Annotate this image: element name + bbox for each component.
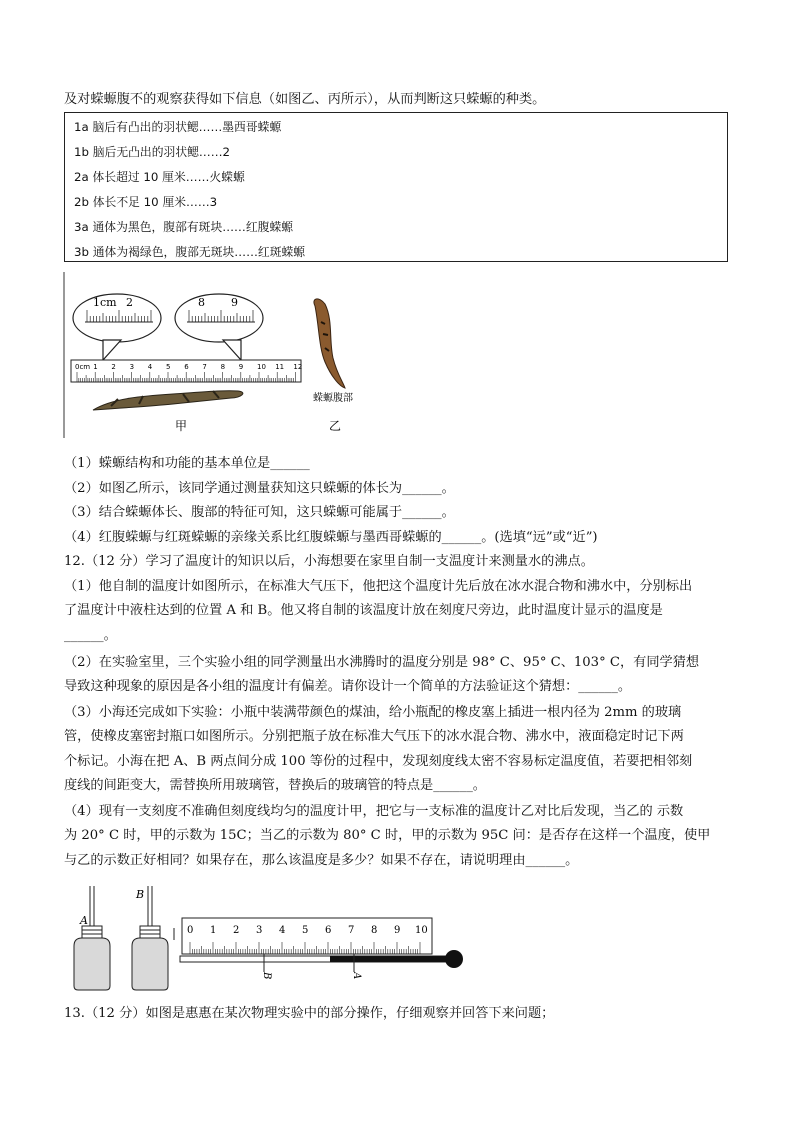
q13-stem: 13.（12 分）如图是惠惠在某次物理实验中的部分操作，仔细观察并回答下来问题；	[64, 1006, 555, 1021]
q12-p3-line3: 个标记。小海在把 A、B 两点间分成 100 等份的过程中，发现刻度线太密不容易标定温度值，若要把相邻刻	[64, 754, 693, 769]
magnifier-right-label-1: 8	[198, 296, 205, 309]
salamander-measurement-figure	[63, 270, 363, 440]
ruler-label: 12	[293, 363, 303, 371]
q12-p1-line3: ______。	[64, 628, 117, 643]
bottle-b	[132, 938, 168, 990]
therm-mark-a: A	[351, 972, 362, 980]
ruler-label: 10	[257, 363, 266, 371]
key-item-1a: 1a 脑后有凸出的羽状鳃……墨西哥蝾螈	[74, 120, 282, 134]
thermometer-figure	[64, 884, 474, 996]
ruler-label: 2	[111, 363, 116, 371]
caption-yi: 乙	[329, 419, 342, 433]
ruler-label: 9	[238, 363, 244, 371]
q12-p4-line2: 为 20° C 时，甲的示数为 15C；当乙的示数为 80° C 时，甲的示数为 95C 问：是否存在这样一个温度，使甲	[64, 828, 711, 843]
thermometer-ruler-label: 4	[279, 925, 286, 936]
bottle-b-label: B	[136, 888, 145, 901]
thermometer-ruler-label: 7	[348, 925, 355, 936]
q12-p1-line2: 了温度计中液柱达到的位置 A 和 B。他又将自制的该温度计放在刻度尺旁边，此时温度计显示的温度是	[64, 603, 663, 618]
salamander-belly-icon	[314, 299, 345, 388]
q11-part3: （3）结合蝾螈体长、腹部的特征可知，这只蝾螈可能属于______。	[64, 505, 455, 520]
q12-p3-line4: 度线的间距变大，需替换所用玻璃管，替换后的玻璃管的特点是______。	[64, 778, 486, 793]
key-item-2b: 2b 体长不足 10 厘米……3	[74, 195, 218, 209]
thermometer-ruler-label: 0	[187, 925, 194, 936]
q12-p3-line2: 管，使橡皮塞密封瓶口如图所示。分别把瓶子放在标准大气压下的冰水混合物、沸水中，液面稳定时记下两	[64, 729, 684, 744]
ruler-label: 1	[93, 363, 98, 371]
ruler-label: 8	[220, 363, 226, 371]
thermometer-ruler-label: 8	[371, 925, 378, 936]
ruler-label: 6	[184, 363, 189, 371]
key-item-2a: 2a 体长超过 10 厘米……火蝾螈	[74, 170, 245, 184]
thermometer-ruler-label: 1	[210, 925, 217, 936]
key-item-3a: 3a 通体为黑色，腹部有斑块……红腹蝾螈	[74, 220, 294, 234]
ruler-label: 5	[166, 363, 171, 371]
q12-p4-line3: 与乙的示数正好相同？如果存在，那么该温度是多少？如果不存在，请说明理由______。	[64, 853, 579, 868]
q11-part4: （4）红腹蝾螈与红斑蝾螈的亲缘关系比红腹蝾螈与墨西哥蝾螈的______。(选填“远”或“近”)	[64, 530, 598, 545]
q12-p1-line1: （1）他自制的温度计如图所示，在标准大气压下，他把这个温度计先后放在冰水混合物和沸水中，分别标出	[64, 579, 693, 594]
q12-stem: 12.（12 分）学习了温度计的知识以后，小海想要在家里自制一支温度计来测量水的沸点。	[64, 554, 594, 569]
bottle-a-label: A	[80, 914, 88, 927]
magnifier-left-label-2: 2	[126, 296, 133, 309]
key-item-1b: 1b 脑后无凸出的羽状鳃……2	[74, 145, 231, 159]
magnifier-left-label-1: 1cm	[93, 296, 117, 309]
intro-text: 及对蝾螈腹不的观察获得如下信息（如图乙、丙所示），从而判断这只蝾螈的种类。	[64, 92, 546, 107]
thermometer-bulb	[445, 950, 463, 968]
belly-label: 蝾螈腹部	[313, 393, 353, 404]
ruler-label: 4	[147, 363, 153, 371]
q11-part2: （2）如图乙所示，该同学通过测量获知这只蝾螈的体长为______。	[64, 481, 455, 496]
thermometer-ruler-label: 10	[415, 925, 428, 936]
q12-p2-line1: （2）在实验室里，三个实验小组的同学测量出水沸腾时的温度分别是 98° C、95° C、103° C，有同学猜想	[64, 655, 700, 670]
ruler-label: 11	[275, 363, 285, 371]
q12-p2-line2: 导致这种现象的原因是各小组的温度计有偏差。请你设计一个简单的方法验证这个猜想：______。	[64, 679, 632, 694]
caption-jia: 甲	[175, 419, 188, 433]
magnifier-right-label-2: 9	[231, 296, 238, 309]
ruler-label: 3	[129, 363, 135, 371]
thermometer-ruler-label: 2	[233, 925, 240, 936]
ruler-label: 7	[202, 363, 207, 371]
thermometer-ruler	[182, 918, 432, 954]
thermometer-ruler-label: 6	[325, 925, 332, 936]
thermometer-ruler-label: 9	[394, 925, 401, 936]
key-item-3b: 3b 通体为褐绿色，腹部无斑块……红斑蝾螈	[74, 245, 306, 259]
ruler-label: 0cm	[75, 363, 91, 371]
thermometer-ruler-label: 5	[302, 925, 309, 936]
therm-mark-b: B	[261, 972, 272, 980]
bottle-a	[74, 938, 110, 990]
q12-p3-line1: （3）小海还完成如下实验：小瓶中装满带颜色的煤油，给小瓶配的橡皮塞上插进一根内径为 2mm 的玻璃	[64, 705, 682, 720]
q12-p4-line1: （4）现有一支刻度不准确但刻度线均匀的温度计甲，把它与一支标准的温度计乙对比后发现，当乙的 示数	[64, 804, 684, 819]
identification-key-table	[64, 112, 728, 262]
thermometer-ruler-label: 3	[256, 925, 263, 936]
q11-part1: （1）蝾螈结构和功能的基本单位是______	[64, 456, 310, 471]
